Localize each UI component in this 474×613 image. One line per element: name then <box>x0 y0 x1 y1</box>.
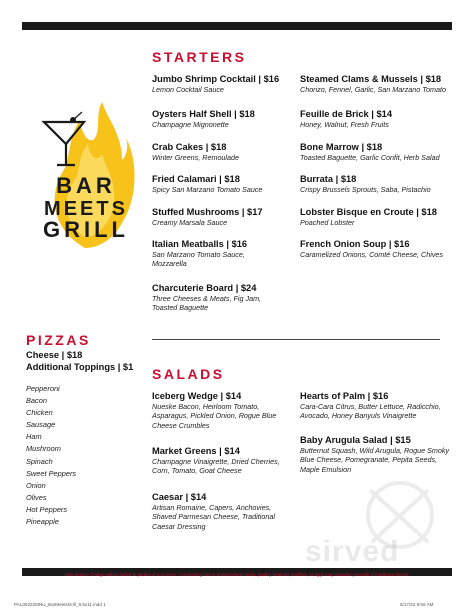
item-name: Market Greens | $14 <box>152 446 240 456</box>
menu-item <box>152 173 297 194</box>
menu-item <box>152 206 297 227</box>
item-desc: Creamy Marsala Sauce <box>152 218 228 227</box>
topping-item: Sausage <box>26 420 56 430</box>
item-name: Italian Meatballs | $16 <box>152 239 248 249</box>
item-desc: Butternut Squash, Wild Arugula, Rogue Smoky Blue Cheese, Pomegranate, Pepita Seeds, Maple Emulsion <box>300 446 450 474</box>
menu-item <box>152 238 272 269</box>
item-desc: Winter Greens, Remoulade <box>152 153 240 162</box>
topping-item: Spinach <box>26 456 53 466</box>
item-desc: Toasted Baguette, Garlic Confit, Herb Salad <box>300 153 440 162</box>
item-desc: Caramelized Onions, Comté Cheese, Chives <box>300 250 444 259</box>
item-name: Crab Cakes | $18 <box>152 142 227 152</box>
logo-line-grill: GRILL <box>43 217 129 242</box>
menu-item <box>152 390 287 430</box>
pizza-cheese-price: Cheese | $18 <box>26 350 83 360</box>
logo-line-meets: MEETS <box>44 198 128 220</box>
toppings-list <box>26 383 76 528</box>
item-name: Feuille de Brick | $14 <box>300 109 392 119</box>
item-name: Steamed Clams & Mussels | $18 <box>300 74 442 84</box>
item-desc: Three Cheeses & Meats, Fig Jam, Toasted Baguette <box>152 294 262 313</box>
watermark-text: sirved <box>305 535 400 568</box>
item-name: Hearts of Palm | $16 <box>300 391 389 401</box>
menu-item <box>152 108 297 129</box>
menu-item <box>300 73 460 94</box>
topping-item: Onion <box>26 480 46 490</box>
pizza-toppings-price: Additional Toppings | $1 <box>26 362 134 372</box>
item-desc: Champagne Vinaigrette, Dried Cherries, Corn, Tomato, Goat Cheese <box>152 457 280 476</box>
item-desc: Poached Lobster <box>300 218 355 227</box>
menu-item <box>300 173 460 194</box>
topping-item: Sweet Peppers <box>26 468 77 478</box>
service-charge-footnote: 18% Service Charge will be added to parties of 6 or more. *Consuming raw or undercooked meats, poultry, seafood, shellfish, or eggs may increase your risk of foodborne illness. <box>64 572 410 577</box>
menu-item <box>300 108 460 129</box>
item-name: Jumbo Shrimp Cocktail | $16 <box>152 74 280 84</box>
item-name: French Onion Soup | $16 <box>300 239 410 249</box>
item-desc: Chorizo, Fennel, Garlic, San Marzano Tomato <box>300 85 446 94</box>
item-desc: Artisan Romaine, Capers, Anchovies, Shaved Parmesan Cheese, Traditional Caesar Dressing <box>152 503 275 531</box>
starters-title: STARTERS <box>152 49 247 65</box>
menu-item <box>152 445 290 476</box>
bar-meets-grill-logo <box>30 98 140 258</box>
print-timestamp: 5/17/22 9:56 AM <box>400 602 434 607</box>
topping-item: Bacon <box>26 396 47 406</box>
menu-item <box>152 491 287 531</box>
item-name: Charcuterie Board | $24 <box>152 283 257 293</box>
item-desc: Spicy San Marzano Tomato Sauce <box>152 185 263 194</box>
menu-item <box>300 390 455 421</box>
item-desc: Crispy Brussels Sprouts, Saba, Pistachio <box>300 185 431 194</box>
menu-item <box>300 434 450 474</box>
item-name: Fried Calamari | $18 <box>152 174 240 184</box>
item-name: Oysters Half Shell | $18 <box>152 109 255 119</box>
item-name: Burrata | $18 <box>300 174 357 184</box>
menu-item <box>152 141 297 162</box>
topping-item: Chicken <box>26 408 53 418</box>
menu-item <box>300 206 460 227</box>
topping-item: Hot Peppers <box>26 504 68 514</box>
item-desc: Lemon Cocktail Sauce <box>152 85 224 94</box>
item-name: Lobster Bisque en Croute | $18 <box>300 207 437 217</box>
menu-item <box>300 141 460 162</box>
section-divider <box>152 339 440 340</box>
topping-item: Olives <box>26 492 47 502</box>
item-desc: Honey, Walnut, Fresh Fruits <box>300 120 389 129</box>
topping-item: Pineapple <box>26 517 59 527</box>
salads-title: SALADS <box>152 366 225 382</box>
item-name: Bone Marrow | $18 <box>300 142 383 152</box>
menu-item <box>152 282 282 313</box>
top-bar <box>22 22 452 30</box>
item-name: Stuffed Mushrooms | $17 <box>152 207 263 217</box>
menu-item <box>152 73 297 94</box>
topping-item: Pepperoni <box>26 384 60 393</box>
item-name: Caesar | $14 <box>152 492 207 502</box>
topping-item: Ham <box>26 432 42 442</box>
item-desc: San Marzano Tomato Sauce, Mozzarella <box>152 250 245 269</box>
pizzas-title: PIZZAS <box>26 332 91 348</box>
menu-item <box>300 238 460 259</box>
topping-item: Mushroom <box>26 444 61 454</box>
item-desc: Champagne Mignonette <box>152 120 229 129</box>
item-desc: Nueske Bacon, Heirloom Tomato, Asparagus, Pickled Onion, Rogue Blue Cheese Crumbles <box>152 402 277 430</box>
item-desc: Cara-Cara Citrus, Butter Lettuce, Radicchio, Avocado, Honey Banyuls Vinaigrette <box>300 402 441 421</box>
print-file-info: PAL05222MNU_BarMeetsGrill_8.5x11.indd 1 <box>14 602 106 607</box>
logo-line-bar: BAR <box>56 173 116 198</box>
item-name: Baby Arugula Salad | $15 <box>300 435 411 445</box>
item-name: Iceberg Wedge | $14 <box>152 391 242 401</box>
